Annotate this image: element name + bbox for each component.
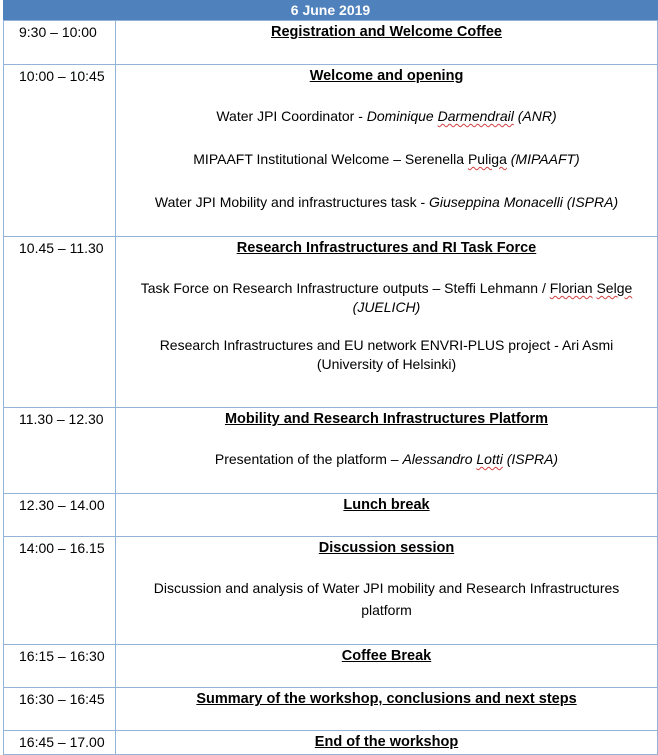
speaker-line [124,107,649,126]
speaker-text: Research Infrastructures and EU network ENVRI-PLUS project - Ari Asmi [159,337,614,353]
content-cell [116,688,658,731]
session-title: End of the workshop [314,734,459,750]
speaker-role: Water JPI Mobility and infrastructures task - [154,194,430,210]
date-header: 6 June 2019 [3,0,658,20]
speaker-org: (ISPRA) [502,451,559,467]
time-cell: 14:00 – 16.15 [4,537,116,645]
time-cell: 16:15 – 16:30 [4,645,116,688]
time-cell: 16:30 – 16:45 [4,688,116,731]
table-row [4,494,658,537]
session-title: Research Infrastructures and RI Task Force [236,240,537,256]
time-cell: 12.30 – 14.00 [4,494,116,537]
speaker-line [124,150,649,169]
time-cell: 16:45 – 17.00 [4,731,116,755]
speaker-role: Presentation of the platform – [214,451,403,467]
speaker-surname: Selge [596,280,633,296]
session-title: Mobility and Research Infrastructures Platform [224,411,549,427]
speaker-org: (University of Helsinki) [316,356,457,372]
session-description: platform [361,602,412,618]
session-description: Discussion and analysis of Water JPI mobility and Research Infrastructures [153,580,620,596]
speaker-surname: Darmendrail [437,108,514,124]
speaker-name: Serenella [404,151,465,167]
session-title: Registration and Welcome Coffee [271,24,502,40]
time-cell: 10:00 – 10:45 [4,65,116,237]
speaker-text: Task Force on Research Infrastructure outputs – Steffi Lehmann / [140,280,546,296]
session-title: Summary of the workshop, conclusions and next steps [196,691,577,707]
table-row [4,237,658,408]
speaker-name: Alessandro [402,451,473,467]
speaker-role: MIPAAFT Institutional Welcome – [193,151,405,167]
table-row [4,65,658,237]
speaker-line [124,193,649,212]
speaker-org: (JUELICH) [352,299,421,315]
speaker-surname: Lotti [476,451,503,467]
content-cell [116,645,658,688]
speaker-line [124,279,649,298]
speaker-org: (ISPRA) [562,194,619,210]
time-cell: 10.45 – 11.30 [4,237,116,408]
table-row [4,731,658,755]
agenda-table [3,20,658,755]
speaker-org: (MIPAAFT) [506,151,580,167]
table-row [4,21,658,65]
time-cell: 11.30 – 12.30 [4,408,116,494]
speaker-role: Water JPI Coordinator - [216,108,367,124]
speaker-org: (ANR) [513,108,557,124]
session-title: Lunch break [343,497,430,513]
table-row [4,688,658,731]
table-row [4,645,658,688]
table-row [4,408,658,494]
speaker-name: Dominique [366,108,434,124]
session-title: Coffee Break [341,648,432,664]
table-row [4,537,658,645]
content-cell [116,731,658,755]
content-cell [116,65,658,237]
content-cell [116,21,658,65]
content-cell [116,237,658,408]
speaker-name: Florian [549,280,593,296]
content-cell [116,537,658,645]
content-cell [116,408,658,494]
content-cell [116,494,658,537]
speaker-surname: Puliga [467,151,507,167]
session-title: Discussion session [318,540,455,556]
session-title: Welcome and opening [309,68,464,84]
speaker-line [124,450,649,469]
time-cell: 9:30 – 10:00 [4,21,116,65]
speaker-name: Giuseppina Monacelli [429,194,563,210]
